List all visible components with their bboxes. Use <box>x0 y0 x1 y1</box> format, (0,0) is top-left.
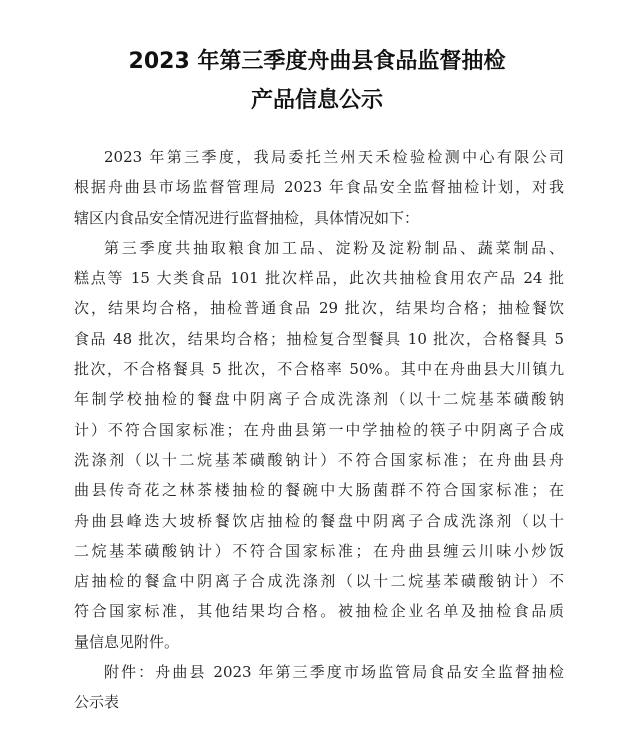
paragraph-2-line: 计）不符合国家标准；在舟曲县第一中学抽检的筷子中阴离子合成 <box>74 420 564 439</box>
paragraph-1-line: 根据舟曲县市场监督管理局 2023 年食品安全监督抽检计划，对我 <box>74 178 564 197</box>
paragraph-2-line: 店抽检的餐盒中阴离子合成洗涤剂（以十二烷基苯磺酸钠计）不 <box>74 572 564 591</box>
paragraph-2-line: 符合国家标准，其他结果均合格。被抽检企业名单及抽检食品质 <box>74 602 564 621</box>
document-body <box>74 142 564 718</box>
document-title-line-2: 产品信息公示 <box>250 88 383 113</box>
paragraph-2-line: 批次，不合格餐具 5 批次，不合格率 50%。其中在舟曲县大川镇九 <box>74 360 564 379</box>
paragraph-1-line: 辖区内食品安全情况进行监督抽检，具体情况如下： <box>74 208 420 227</box>
paragraph-2-line: 舟曲县峰迭大坡桥餐饮店抽检的餐盘中阴离子合成洗涤剂（以十 <box>74 511 564 530</box>
attachment-line: 附件：舟曲县 2023 年第三季度市场监管局食品安全监督抽检 <box>104 663 564 682</box>
paragraph-2-line: 糕点等 15 大类食品 101 批次样品，此次共抽检食用农产品 24 批 <box>74 269 564 288</box>
document-title-line-1: 2023 年第三季度舟曲县食品监督抽检 <box>128 49 506 74</box>
paragraph-2-line: 第三季度共抽取粮食加工品、淀粉及淀粉制品、蔬菜制品、 <box>104 238 564 257</box>
paragraph-2-line: 次，结果均合格，抽检普通食品 29 批次，结果均合格；抽检餐饮 <box>74 299 564 318</box>
paragraph-1-line: 2023 年第三季度，我局委托兰州天禾检验检测中心有限公司 <box>104 148 564 166</box>
paragraph-2-line: 曲县传奇花之林茶楼抽检的餐碗中大肠菌群不符合国家标准；在 <box>74 481 564 500</box>
paragraph-2-line: 二烷基苯磺酸钠计）不符合国家标准；在舟曲县缠云川味小炒饭 <box>74 541 564 560</box>
paragraph-2-line: 洗涤剂（以十二烷基苯磺酸钠计）不符合国家标准；在舟曲县舟 <box>74 450 564 469</box>
attachment-line: 公示表 <box>74 693 120 712</box>
paragraph-2-line: 量信息见附件。 <box>74 632 180 651</box>
paragraph-2-line: 年制学校抽检的餐盘中阴离子合成洗涤剂（以十二烷基苯磺酸钠 <box>74 390 564 409</box>
paragraph-2-line: 食品 48 批次，结果均合格；抽检复合型餐具 10 批次，合格餐具 5 <box>74 329 564 348</box>
